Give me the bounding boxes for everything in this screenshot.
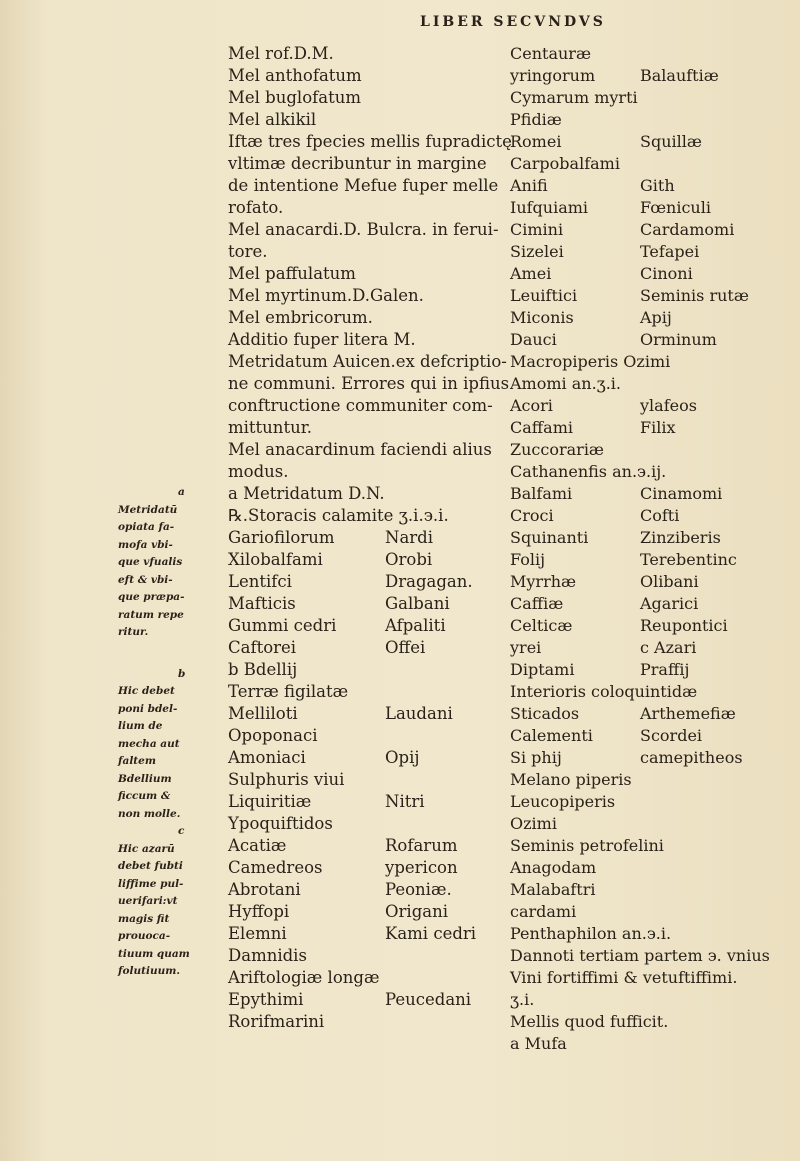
right-column-line: Myrrhæ — [510, 572, 577, 591]
right-column-line-right: Apij — [640, 308, 672, 327]
right-column-line: Vini fortiffimi & vetuftiffimi. — [510, 968, 738, 987]
right-column-line: Macropiperis Ozimi — [510, 352, 671, 371]
middle-column-line: Lentifci — [228, 572, 292, 591]
middle-column-line: Acatiæ — [228, 836, 287, 855]
middle-column-line-right: Orobi — [385, 550, 433, 569]
margin-note-line: a — [178, 486, 185, 498]
right-column-line: Amomi an.ʒ.i. — [510, 374, 621, 393]
middle-column-line-right: Origani — [385, 902, 448, 921]
right-column-line: Anagodam — [510, 858, 597, 877]
right-column-line: Balfami — [510, 484, 573, 503]
margin-note-line: Bdellium — [118, 772, 172, 785]
margin-note-line: prouoca- — [118, 930, 171, 942]
middle-column-line: rofato. — [228, 198, 284, 217]
right-column-line: cardami — [510, 902, 577, 921]
middle-column-line: Mel rof.D.M. — [228, 44, 334, 63]
right-column-line-right: Terebentinc — [640, 550, 737, 569]
middle-column-line: Sulphuris viui — [228, 770, 345, 789]
margin-note-line: debet fubti — [118, 860, 183, 872]
margin-note-line: faltem — [118, 755, 156, 767]
right-column-line: Sizelei — [510, 242, 564, 261]
middle-column-line: Ariftologiæ longæ — [228, 968, 380, 987]
right-column-line: Dannoti tertiam partem ϶. vnius — [510, 946, 770, 965]
margin-note-line: poni bdel- — [118, 702, 178, 715]
right-column-line: Caffami — [510, 418, 573, 437]
right-column-line: Caffiæ — [510, 594, 564, 613]
middle-column-line: tore. — [228, 242, 268, 261]
margin-note-line: non molle. — [118, 807, 181, 820]
middle-column-line: vltimæ decribuntur in margine — [228, 154, 487, 173]
right-column-line: Amei — [510, 264, 552, 283]
right-column-line: Leuiftici — [510, 286, 578, 305]
right-column-line: a Mufa — [510, 1034, 567, 1053]
right-column-line: Cimini — [510, 220, 564, 239]
right-column-line: Acori — [510, 396, 553, 415]
right-column-line: Sticados — [510, 704, 580, 723]
right-column-line-right: Arthemefiæ — [640, 704, 736, 723]
middle-column-line: Mel myrtinum.D.Galen. — [228, 286, 424, 305]
margin-note-line: ficcum & — [118, 790, 171, 802]
right-column-line-right: ylafeos — [640, 396, 697, 415]
middle-column-line-right: Afpaliti — [385, 616, 446, 635]
right-column-line: Croci — [510, 506, 554, 525]
middle-column-line: Caftorei — [228, 638, 297, 657]
middle-column-line-right: Rofarum — [385, 836, 458, 855]
middle-column-line-right: Laudani — [385, 704, 453, 723]
margin-note-line: b — [178, 667, 186, 680]
right-column-line: Iufquiami — [510, 198, 589, 217]
middle-column-line: Terræ figilatæ — [228, 682, 349, 701]
right-column-line-right: Orminum — [640, 330, 717, 349]
right-column-line: Dauci — [510, 330, 557, 349]
middle-column-line: Mel embricorum. — [228, 308, 373, 327]
right-column-line-right: Scordei — [640, 726, 703, 745]
middle-column-line-right: Opij — [385, 748, 420, 767]
middle-column-line: Gariofilorum — [228, 528, 335, 547]
margin-note-line: ritur. — [118, 626, 149, 638]
middle-column-line-right: Peoniæ. — [385, 880, 452, 899]
right-column-line: Centauræ — [510, 44, 591, 63]
margin-note-line: Hic debet — [118, 685, 175, 697]
right-column-line-right: Agarici — [640, 594, 699, 613]
margin-note-line: que præpa- — [118, 591, 185, 603]
middle-column-line: Hyffopi — [228, 902, 290, 921]
middle-column-line: Mafticis — [228, 594, 296, 613]
right-column-line-right: Reupontici — [640, 616, 728, 635]
margin-note-line: mecha aut — [118, 737, 180, 750]
right-column-line: yringorum — [510, 66, 596, 85]
right-column-line: Calementi — [510, 726, 593, 745]
right-column-line: Ozimi — [510, 814, 557, 833]
right-column-line: Diptami — [510, 660, 575, 679]
middle-column-line: Gummi cedri — [228, 616, 337, 635]
right-column-line: Leucopiperis — [510, 792, 616, 811]
right-column-line: Si phij — [510, 748, 562, 767]
margin-note-line: mofa vbi- — [118, 538, 173, 551]
right-column-line: Seminis petrofelini — [510, 836, 664, 855]
right-column-line: Anifi — [510, 176, 548, 195]
middle-column-line-right: Peucedani — [385, 990, 472, 1009]
margin-note-line: liffime pul- — [118, 877, 184, 890]
right-column-line: Interioris coloquintidæ — [510, 682, 698, 701]
right-column-line-right: Gith — [640, 176, 675, 195]
middle-column-line-right: Dragagan. — [385, 572, 473, 591]
middle-column-line: Mel alkikil — [228, 110, 317, 129]
middle-column-line: Metridatum Auicen.ex defcriptio- — [228, 352, 507, 371]
right-column-line-right: Zinziberis — [640, 528, 721, 547]
middle-column-line: modus. — [228, 462, 289, 481]
right-column-line: Cathanenfis an.϶.ij. — [510, 462, 667, 481]
middle-column-line-right: ypericon — [385, 858, 458, 877]
right-column-line: Mellis quod fufficit. — [510, 1012, 669, 1031]
right-column-line-right: Filix — [640, 418, 676, 437]
margin-note-line: ratum repe — [118, 608, 184, 621]
right-column-line-right: Balauftiæ — [640, 66, 719, 85]
right-column-line: Romei — [510, 132, 562, 151]
right-column-line-right: Cinamomi — [640, 484, 723, 503]
right-column-line-right: Olibani — [640, 572, 699, 591]
margin-note-line: que vfualis — [118, 556, 183, 568]
middle-column-line: Opoponaci — [228, 726, 318, 745]
margin-note-line: eft & vbi- — [118, 573, 173, 586]
right-column-line: Cymarum myrti — [510, 88, 638, 107]
margin-note-line: c — [178, 825, 185, 837]
middle-column-line: Mel anthofatum — [228, 66, 362, 85]
middle-column-line-right: Nardi — [385, 528, 434, 547]
margin-note-line: tiuum quam — [118, 947, 190, 960]
middle-column-line: a Metridatum D.N. — [228, 484, 385, 503]
middle-column-line: de intentione Mefue fuper melle — [228, 176, 499, 195]
margin-note-line: magis fit — [118, 912, 170, 925]
right-column-line: Carpobalfami — [510, 154, 620, 173]
right-column-line: Miconis — [510, 308, 574, 327]
right-column-line-right: Tefapei — [640, 242, 700, 261]
right-column-line: Penthaphilon an.϶.i. — [510, 924, 672, 943]
middle-column-line: ℞.Storacis calamite ʒ.i.϶.i. — [228, 506, 449, 525]
middle-column-line: Rorifmarini — [228, 1012, 325, 1031]
middle-column-line-right: Nitri — [385, 792, 425, 811]
middle-column-line: Mel paffulatum — [228, 264, 356, 283]
middle-column-line: Epythimi — [228, 990, 304, 1009]
right-column-line-right: Squillæ — [640, 132, 702, 151]
middle-column-line: Mel buglofatum — [228, 88, 361, 107]
right-column-line-right: Cofti — [640, 506, 680, 525]
middle-column-line: Mel anacardi.D. Bulcra. in ferui- — [228, 220, 499, 239]
right-column-line-right: camepitheos — [640, 748, 743, 767]
margin-note-line: uerifari:vt — [118, 895, 178, 907]
middle-column-line: b Bdellij — [228, 660, 298, 679]
middle-column-line-right: Kami cedri — [385, 924, 477, 943]
middle-column-line: Xilobalfami — [228, 550, 323, 569]
right-column-line: Melano piperis — [510, 770, 632, 789]
right-column-line: ʒ.i. — [510, 990, 535, 1009]
right-column-line-right: Seminis rutæ — [640, 286, 749, 305]
middle-column-line: Additio fuper litera M. — [228, 330, 416, 349]
right-column-line: Folij — [510, 550, 546, 569]
margin-note-line: Metridatū — [118, 503, 178, 516]
right-column-line-right: Praffij — [640, 660, 690, 679]
middle-column-line-right: Offei — [385, 638, 426, 657]
right-column-line-right: c Azari — [640, 638, 697, 657]
middle-column-line: mittuntur. — [228, 418, 313, 437]
right-column-line: Pfidiæ — [510, 110, 562, 129]
middle-column-line: Ypoquiftidos — [228, 814, 333, 833]
running-header: LIBER SECVNDVS — [420, 14, 606, 30]
middle-column-line: Iftæ tres fpecies mellis fupradictę — [228, 132, 512, 151]
right-column-line: Malabaftri — [510, 880, 596, 899]
margin-note-line: folutiuum. — [118, 965, 181, 977]
margin-note-line: lium de — [118, 720, 163, 732]
right-column-line: yrei — [510, 638, 542, 657]
middle-column-line: Mel anacardinum faciendi alius — [228, 440, 492, 459]
right-column-line-right: Fœniculi — [640, 198, 711, 217]
middle-column-line: Abrotani — [228, 880, 301, 899]
middle-column-line: Amoniaci — [228, 748, 306, 767]
right-column-line: Celticæ — [510, 616, 573, 635]
right-column-line-right: Cinoni — [640, 264, 693, 283]
right-column-line-right: Cardamomi — [640, 220, 735, 239]
middle-column-line: ne communi. Errores qui in ipfius — [228, 374, 510, 393]
margin-note-line: Hic azarū — [118, 842, 175, 855]
middle-column-line: Melliloti — [228, 704, 298, 723]
right-column-line: Zuccorariæ — [510, 440, 604, 459]
middle-column-line: Elemni — [228, 924, 287, 943]
middle-column-line: conftructione communiter com- — [228, 396, 493, 415]
middle-column-line: Damnidis — [228, 946, 307, 965]
middle-column-line-right: Galbani — [385, 594, 450, 613]
middle-column-line: Camedreos — [228, 858, 323, 877]
middle-column-line: Liquiritiæ — [228, 792, 312, 811]
margin-note-line: opiata fa- — [118, 521, 175, 533]
right-column-line: Squinanti — [510, 528, 589, 547]
